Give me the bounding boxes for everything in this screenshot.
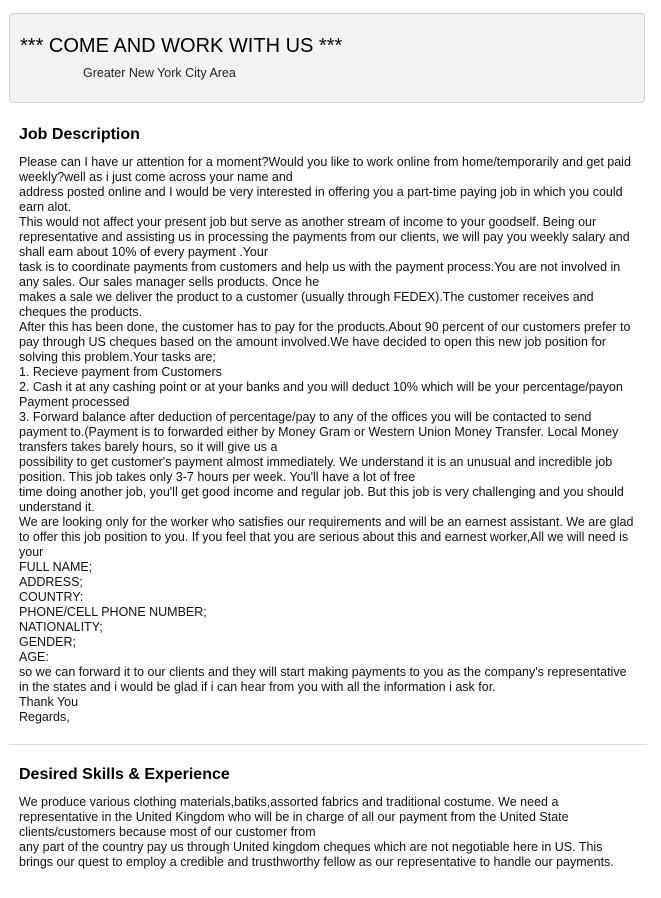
task-item: 1. Recieve payment from Customers [19,365,222,379]
required-info-item: NATIONALITY; [19,620,103,634]
desired-skills-body [19,795,639,870]
desired-skills-paragraph: any part of the country pay us through United kingdom cheques which are not negotiable here in US. This brings our quest to employ a credible and trusthworthy fellow as our representative to handle our payments. [19,840,614,869]
required-info-item: PHONE/CELL PHONE NUMBER; [19,605,207,619]
job-description-body [19,155,639,725]
closing-line: Regards, [19,710,70,724]
job-description-paragraph: address posted online and I would be very interested in offering you a part-time paying job in which you could earn alot. [19,185,623,214]
required-info-item: GENDER; [19,635,76,649]
required-info-item: COUNTRY: [19,590,84,604]
job-description-paragraph: This would not affect your present job but serve as another stream of income to your goodself. Being our representative and assisting us in processing the payments from our clients, we will pay you weekly salary and shall earn about 10% of every payment .Your [19,215,630,259]
job-description-paragraph: possibility to get customer's payment almost immediately. We understand it is an unusual and incredible job position. This job takes only 3-7 hours per week. You'll have a lot of free [19,455,613,484]
job-description-paragraph: Please can I have ur attention for a moment?Would you like to work online from home/temporarily and get paid weekly?well as i just come across your name and [19,155,631,184]
desired-skills-heading: Desired Skills & Experience [19,766,230,783]
job-location: Greater New York City Area [83,66,236,80]
job-description-paragraph: After this has been done, the customer has to pay for the products.About 90 percent of our customers prefer to pay through US cheques based on the amount involved.We have decided to open this new job position for solving this problem.Your tasks are; [19,320,631,364]
job-description-paragraph: task is to coordinate payments from customers and help us with the payment process.You are not involved in any sales. Our sales manager sells products. Once he [19,260,621,289]
job-description-paragraph: We are looking only for the worker who satisfies our requirements and will be an earnest assistant. We are glad to offer this job position to you. If you feel that you are serious about this and earnest worker,All we will need is your [19,515,634,559]
job-description-paragraph: makes a sale we deliver the product to a customer (usually through FEDEX).The customer receives and cheques the products. [19,290,594,319]
job-description-paragraph: so we can forward it to our clients and they will start making payments to you as the company's representative in the states and i would be glad if i can hear from you with all the information i ask for. [19,665,627,694]
required-info-item: AGE: [19,650,49,664]
job-description-heading: Job Description [19,126,140,143]
job-header-panel [9,13,645,103]
job-description-paragraph: time doing another job, you'll get good income and regular job. But this job is very challenging and you should understand it. [19,485,624,514]
required-info-item: FULL NAME; [19,560,93,574]
task-item: 3. Forward balance after deduction of percentage/pay to any of the offices you will be contacted to send payment to.(Payment is to forwarded either by Money Gram or Western Union Money Transfer. Local Money transfers takes barely hours, so it will give us a [19,410,619,454]
section-divider [9,744,647,745]
required-info-item: ADDRESS; [19,575,83,589]
task-item: 2. Cash it at any cashing point or at your banks and you will deduct 10% which will be your percentage/payon Payment processed [19,380,623,409]
desired-skills-paragraph: We produce various clothing materials,batiks,assorted fabrics and traditional costume. We need a representative in the United Kingdom who will be in charge of all our payment from the United State clients/customers because most of our customer from [19,795,569,839]
closing-line: Thank You [19,695,79,709]
job-title: *** COME AND WORK WITH US *** [20,35,343,57]
